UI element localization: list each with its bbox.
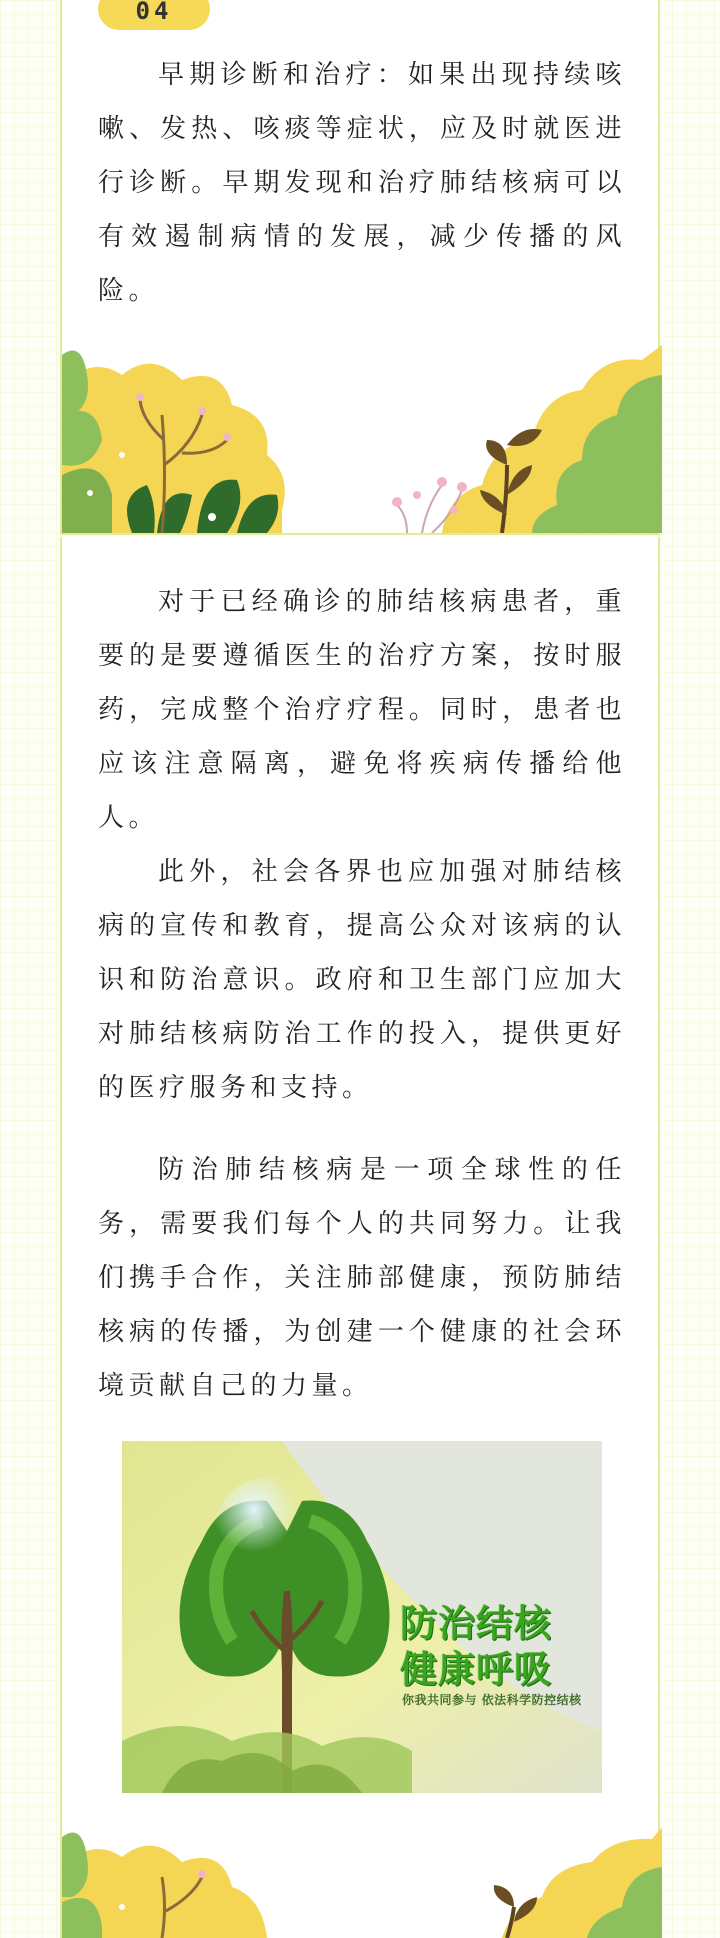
plants-illustration bbox=[62, 345, 662, 533]
tb-prevention-poster bbox=[122, 1441, 602, 1793]
plants-illustration-bottom bbox=[62, 1827, 662, 1938]
paragraph: 早期诊断和治疗：如果出现持续咳嗽、发热、咳痰等症状，应及时就医进行诊断。早期发现和治疗肺结核病可以有效遏制病情的发展，减少传播的风险。 bbox=[98, 60, 626, 306]
paragraph: 此外，社会各界也应加强对肺结核病的宣传和教育，提高公众对该病的认识和防治意识。政府和卫生部门应加大对肺结核病防治工作的投入，提供更好的医疗服务和支持。 bbox=[98, 857, 626, 1103]
section-number-badge: 04 bbox=[98, 0, 210, 30]
poster-subtitle: 你我共同参与 依法科学防控结核 bbox=[402, 1693, 582, 1707]
section-card-04 bbox=[60, 0, 660, 535]
content-card bbox=[60, 537, 660, 1938]
poster-title-line1: 防治结核 bbox=[400, 1602, 552, 1645]
section-04-text bbox=[98, 48, 626, 318]
poster-title-line2: 健康呼吸 bbox=[400, 1648, 552, 1691]
content-text bbox=[98, 575, 626, 1413]
paragraph: 对于已经确诊的肺结核病患者，重要的是要遵循医生的治疗方案，按时服药，完成整个治疗疗程。同时，患者也应该注意隔离，避免将疾病传播给他人。 bbox=[98, 587, 626, 833]
paragraph: 防治肺结核病是一项全球性的任务，需要我们每个人的共同努力。让我们携手合作，关注肺部健康，预防肺结核病的传播，为创建一个健康的社会环境贡献自己的力量。 bbox=[98, 1155, 626, 1401]
